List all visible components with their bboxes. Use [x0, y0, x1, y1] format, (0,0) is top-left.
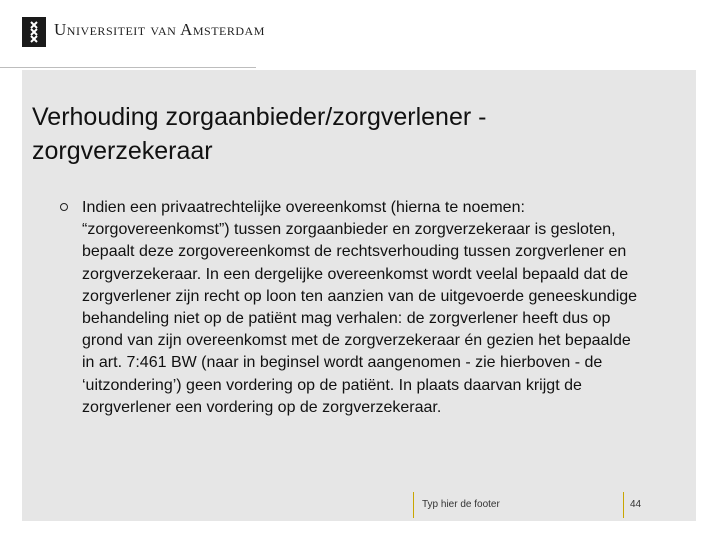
footer-divider — [623, 492, 624, 518]
slide-title: Verhouding zorgaanbieder/zorgverlener - zorgverzekeraar — [32, 103, 487, 165]
page-number: 44 — [630, 499, 642, 510]
bullet-circle-icon — [60, 203, 68, 211]
footer-text: Typ hier de footer — [422, 499, 500, 510]
institution-name: Universiteit van Amsterdam — [54, 20, 265, 39]
footer-divider — [413, 492, 414, 518]
bullet-text: Indien een privaatrechtelijke overeenkomst (hierna te noemen: “zorgovereenkomst”) tussen zorgaanbieder en zorgverzekeraar is gesloten, bepaalt deze zorgovereenkomst de rechtsverhouding tussen zorgverlener en zorgverzekeraar. In een dergelijke overeenkomst wordt veelal bepaald dat de zorgverlener zijn recht op loon ten aanzien van de uitgevoerde geneeskundige behandeling niet op de patiënt mag verhalen: de zorgverlener heeft dus op grond van zijn overeenkomst met de zorgverzekeraar én gezien het bepaalde in art. 7:461 BW (naar in beginsel wordt aangenomen - zie hierboven - de ‘uitzondering’) geen vordering op de patiënt. In plaats daarvan krijgt de zorgverlener een vordering op de zorgverzekeraar. — [82, 199, 638, 416]
header-divider — [0, 67, 256, 68]
uva-logo-icon — [22, 17, 46, 47]
